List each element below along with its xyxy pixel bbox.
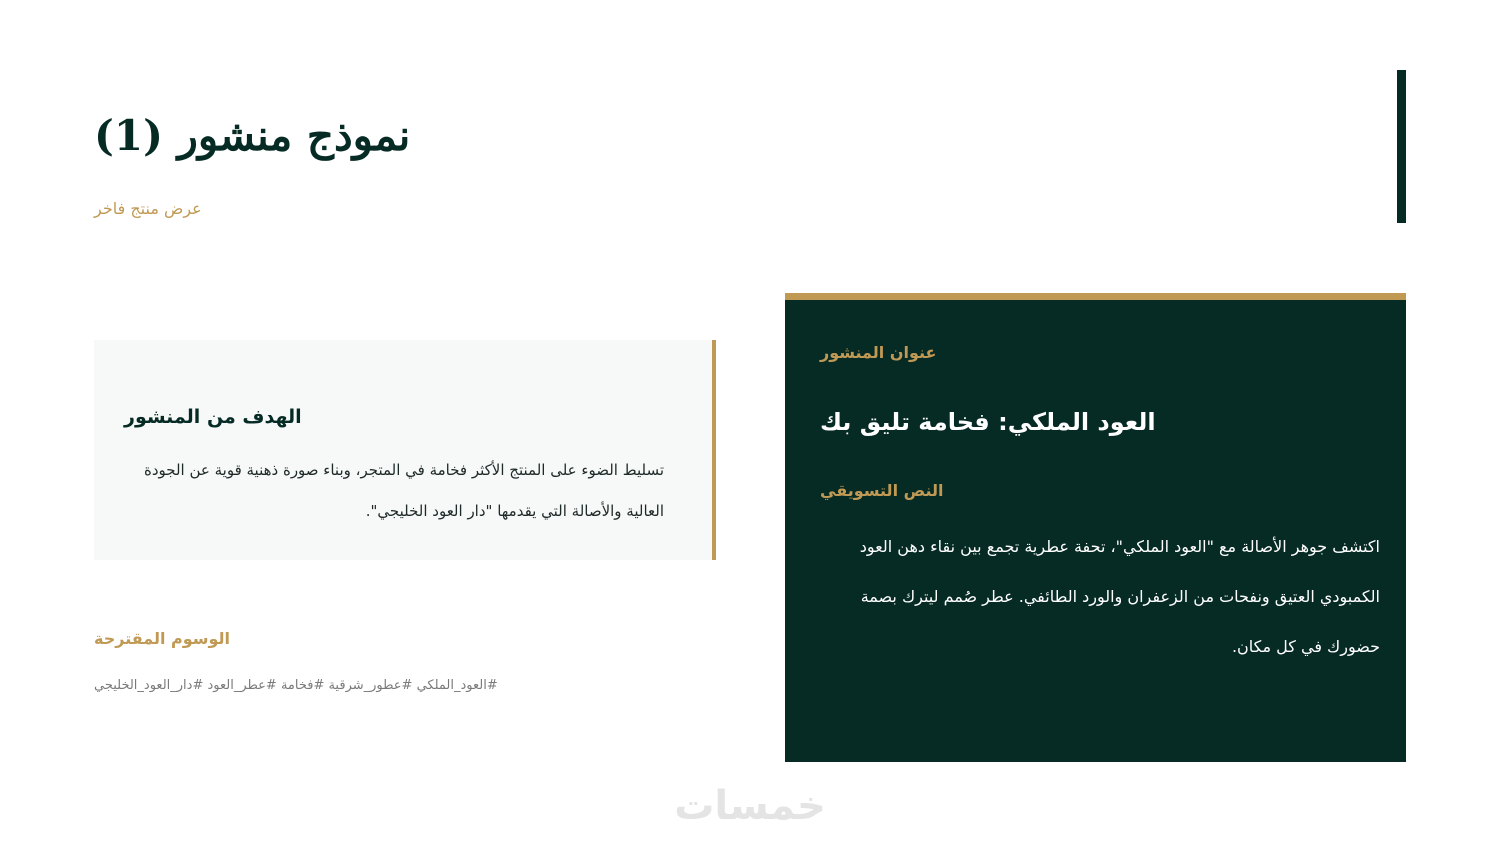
accent-bar — [1397, 70, 1406, 223]
tags-label: الوسوم المقترحة — [94, 629, 231, 648]
goal-title: الهدف من المنشور — [124, 406, 302, 428]
post-title-label: عنوان المنشور — [820, 343, 937, 362]
tags-text: #العود_الملكي #عطور_شرقية #فخامة #عطر_العود #دار_العود_الخليجي — [94, 678, 498, 693]
watermark-logo: خمسات — [674, 783, 826, 829]
marketing-copy-label: النص التسويقي — [820, 481, 944, 500]
goal-text: تسليط الضوء على المنتج الأكثر فخامة في المتجر، وبناء صورة ذهنية قوية عن الجودة العالية والأصالة التي يقدمها "دار العود الخليجي". — [143, 461, 664, 520]
post-card — [785, 293, 1406, 762]
marketing-copy-text: اكتشف جوهر الأصالة مع "العود الملكي"، تحفة عطرية تجمع بين نقاء دهن العود الكمبودي العتيق ونفحات من الزعفران والورد الطائفي. عطر صُمم ليترك بصمة حضورك في كل مكان. — [859, 537, 1380, 656]
post-title: العود الملكي: فخامة تليق بك — [820, 408, 1156, 436]
page-subtitle: عرض منتج فاخر — [94, 199, 202, 218]
goal-panel — [94, 340, 716, 560]
page-title: نموذج منشور (1) — [94, 111, 411, 160]
